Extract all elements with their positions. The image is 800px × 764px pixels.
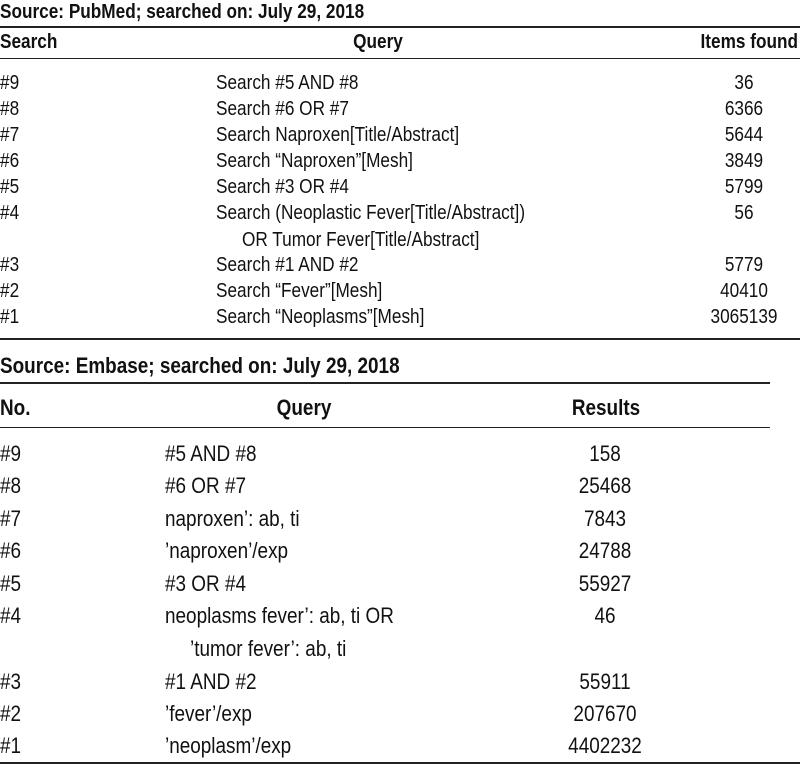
table-row-results: 25468 — [578, 473, 632, 498]
table-row-query: ’fever’/exp — [165, 701, 252, 726]
table-row-results: 207670 — [573, 701, 637, 726]
table-row-items: 5644 — [724, 124, 764, 146]
table-row-id: #7 — [0, 506, 22, 531]
table-row-items: 3065139 — [710, 306, 778, 328]
table-row-query: #5 AND #8 — [165, 441, 257, 466]
table-row-results: 4402232 — [568, 733, 642, 758]
pubmed-caption: Source: PubMed; searched on: July 29, 2018 — [0, 1, 365, 23]
table-row-id: #8 — [0, 473, 22, 498]
table-row-items: 5799 — [724, 176, 764, 198]
table-row-query: ’neoplasm’/exp — [165, 733, 292, 758]
table-row-id: #7 — [0, 124, 20, 146]
table-row-id: #9 — [0, 72, 20, 94]
table-row-id: #8 — [0, 98, 20, 120]
pubmed-header-rule — [0, 58, 800, 59]
table-row-id: #6 — [0, 538, 22, 563]
table-row-id: #1 — [0, 733, 22, 758]
pubmed-header-query: Query — [353, 31, 403, 53]
table-row-items: 6366 — [724, 98, 764, 120]
table-row-query: ’naproxen’/exp — [165, 538, 289, 563]
table-row-results: 46 — [594, 603, 616, 628]
table-row-results: 24788 — [578, 538, 632, 563]
table-row-id: #9 — [0, 441, 22, 466]
table-row-query: Search “Naproxen”[Mesh] — [216, 150, 413, 172]
table-row-id: #3 — [0, 254, 20, 276]
embase-header-results: Results — [571, 395, 641, 420]
table-row-id: #4 — [0, 603, 22, 628]
table-row-id: #3 — [0, 669, 22, 694]
table-row-query-continuation: OR Tumor Fever[Title/Abstract] — [242, 229, 480, 251]
embase-top-rule — [0, 382, 770, 384]
table-row-query: Search (Neoplastic Fever[Title/Abstract]) — [216, 202, 526, 224]
table-row-query: Search #6 OR #7 — [216, 98, 349, 120]
table-row-id: #2 — [0, 701, 22, 726]
embase-header-query: Query — [276, 395, 332, 420]
table-row-items: 40410 — [720, 280, 768, 302]
table-row-items: 5779 — [724, 254, 764, 276]
table-row-results: 158 — [589, 441, 621, 466]
embase-header-no: No. — [0, 395, 31, 420]
table-row-query: neoplasms fever’: ab, ti OR — [165, 603, 394, 628]
table-row-query: #1 AND #2 — [165, 669, 257, 694]
embase-header-rule — [0, 427, 770, 428]
table-row-query: Search Naproxen[Title/Abstract] — [216, 124, 460, 146]
table-row-items: 3849 — [724, 150, 764, 172]
table-row-results: 55911 — [579, 669, 631, 694]
table-row-id: #4 — [0, 202, 20, 224]
table-row-query: #6 OR #7 — [165, 473, 246, 498]
table-row-query: naproxen’: ab, ti — [165, 506, 300, 531]
table-row-results: 7843 — [583, 506, 627, 531]
table-row-results: 55927 — [578, 571, 632, 596]
table-row-query-continuation: ’tumor fever’: ab, ti — [190, 636, 347, 661]
table-row-id: #1 — [0, 306, 20, 328]
table-row-query: Search #5 AND #8 — [216, 72, 359, 94]
table-row-query: #3 OR #4 — [165, 571, 246, 596]
pubmed-header-search: Search — [0, 31, 58, 53]
table-row-id: #2 — [0, 280, 20, 302]
pubmed-top-rule — [0, 26, 800, 28]
table-row-items: 36 — [734, 72, 754, 94]
table-row-query: Search #1 AND #2 — [216, 254, 359, 276]
pubmed-bottom-rule — [0, 338, 800, 340]
pubmed-header-items-found: Items found — [700, 31, 798, 53]
table-row-id: #6 — [0, 150, 20, 172]
table-row-items: 56 — [734, 202, 754, 224]
table-row-query: Search “Fever”[Mesh] — [216, 280, 383, 302]
table-row-id: #5 — [0, 176, 20, 198]
table-row-query: Search “Neoplasms”[Mesh] — [216, 306, 425, 328]
table-row-id: #5 — [0, 571, 22, 596]
embase-caption: Source: Embase; searched on: July 29, 2018 — [0, 353, 400, 378]
table-row-query: Search #3 OR #4 — [216, 176, 349, 198]
